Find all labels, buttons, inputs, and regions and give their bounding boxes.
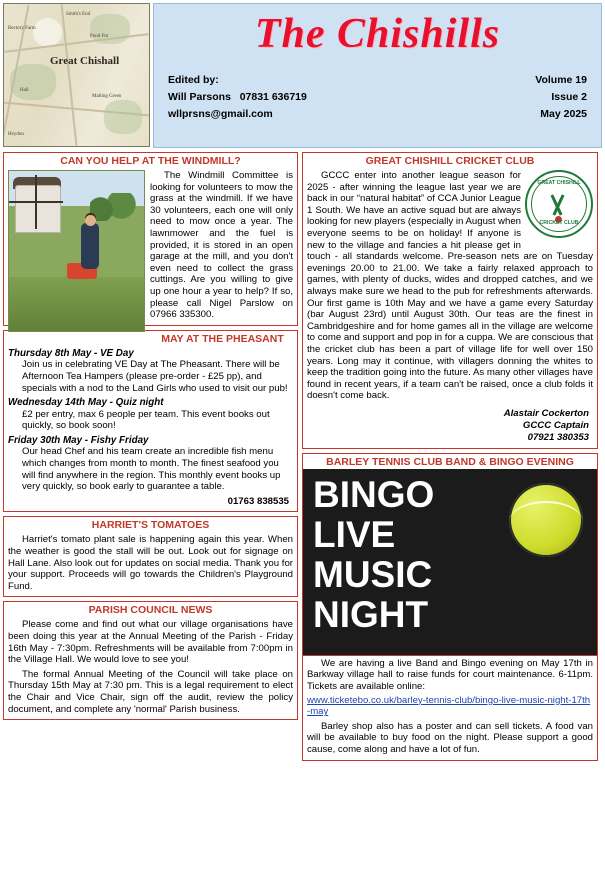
windmill-body: The Windmill Committee is looking for volunteers to mow the grass at the windmill. If we have 30 volunteers, each one will only need to mow once a year. The lawnmower and the fuel is provided, it is stored in an open garage at the mill, and you don't even need to collect the grass cuttings. Are you willing to give up one hour a year to help? If so, please call Nigel Parslow on 07966 335300. <box>150 170 293 321</box>
cricket-club-crest-icon <box>525 170 593 238</box>
parish-paragraph: Please come and find out what our village organisations have been doing this year at the Annual Meeting of the Parish - Friday 16th May - 7:30pm. Refreshments will be available from 7:00pm in the Village Hall. We would love to see you! <box>8 619 293 666</box>
cricket-signature-phone: 07921 380353 <box>527 431 589 443</box>
bingo-article <box>302 453 598 761</box>
map-label: Malting Green <box>92 94 122 99</box>
editor-block <box>168 72 307 123</box>
parish-paragraph: The formal Annual Meeting of the Council will take place on Thursday 15th May at 7:30 pm. This is a legal requirement to elect the Chair and Vice Chair, sign off the audit, review the policy document, and complete any 'normal' Parish business. <box>8 668 293 715</box>
tomatoes-heading: HARRIET'S TOMATOES <box>91 519 210 532</box>
page-title: The Chishills <box>254 11 501 57</box>
pheasant-event-date: Friday 30th May - Fishy Friday <box>8 434 149 446</box>
volume-label: Volume 19 <box>535 74 587 86</box>
cricket-article <box>302 152 598 449</box>
edited-by-label: Edited by: <box>168 74 219 86</box>
pheasant-event-text: £2 per entry, max 6 people per team. This event books out quickly, so book soon! <box>22 408 270 432</box>
editor-email[interactable]: wllprsns@gmail.com <box>168 108 273 120</box>
poster-line: MUSIC <box>313 553 433 595</box>
pheasant-event-date: Wednesday 14th May - Quiz night <box>8 397 164 409</box>
bingo-poster-image <box>303 469 597 656</box>
editor-name: Will Parsons <box>168 91 231 103</box>
map-village-name: Great Chishall <box>50 55 120 67</box>
pheasant-event-text: Our head Chef and his team create an incredible fish menu which changes from month to month. The finest seafood you will find anywhere in the region. This monthly event books up very quickly, so book early to guarantee a table. <box>22 446 281 493</box>
bingo-heading: BARLEY TENNIS CLUB BAND & BINGO EVENING <box>326 455 574 468</box>
pheasant-phone: 01763 838535 <box>227 495 289 507</box>
pheasant-event-date: Thursday 8th May - VE Day <box>8 347 134 359</box>
parish-heading: PARISH COUNCIL NEWS <box>88 604 213 617</box>
content-columns <box>3 152 602 765</box>
bingo-body-1: We are having a live Band and Bingo evening on May 17th in Barkway village hall to raise funds for court maintenance. 6-11pm. Tickets are available online: <box>307 657 593 693</box>
right-column <box>302 152 598 765</box>
poster-line: NIGHT <box>313 593 429 635</box>
windmill-heading: CAN YOU HELP AT THE WINDMILL? <box>60 155 241 167</box>
poster-line: LIVE <box>313 513 396 555</box>
map-label: Pond Fm <box>90 34 109 39</box>
map-label: Hall <box>20 88 29 93</box>
editor-phone: 07831 636719 <box>239 91 307 103</box>
newsletter-page <box>0 3 605 880</box>
pheasant-heading: MAY AT THE PHEASANT <box>161 332 284 345</box>
cricket-signature-name: Alastair Cockerton <box>503 407 589 419</box>
cricket-signature-role: GCCC Captain <box>522 419 589 431</box>
crest-bottom-text: CRICKET CLUB <box>539 220 579 227</box>
editor-name-phone <box>168 89 307 106</box>
pheasant-event-text: Join us in celebrating VE Day at The Pheasant. There will be Afternoon Tea Hampers (please pre-order - £25 pp), and specials with a nod to the Land Girls who used to visit our pub! <box>22 359 288 394</box>
windmill-photo <box>8 170 145 332</box>
masthead <box>3 3 602 148</box>
parish-article <box>3 601 298 720</box>
map-label: Rectory Farm <box>8 26 36 31</box>
map-label: Heydon <box>8 132 24 137</box>
windmill-article <box>3 152 298 326</box>
tomatoes-body: Harriet's tomato plant sale is happening again this year. When the weather is good the stall will be out. Look out for signage on Hall Lane. Also look out for updates on social media. Thank you for your support. Proceeds will go towards the Children's Playground Fund. <box>8 534 293 592</box>
map-label: Smith's End <box>66 12 91 17</box>
poster-line: BINGO <box>313 473 435 515</box>
cricket-heading: GREAT CHISHILL CRICKET CLUB <box>365 155 535 167</box>
crest-top-text: GREAT CHISHILL <box>537 180 581 186</box>
masthead-banner <box>153 3 602 148</box>
bingo-body-2: Barley shop also has a poster and can sell tickets. A food van will be available to buy food on the night. Please support a good cause, come along and have a lot of fun. <box>307 720 593 756</box>
village-map-image <box>3 3 150 147</box>
cricket-body: GCCC enter into another league season for 2025 - after winning the league last year we are back in our “natural habitat” of CCA Junior League 1 South. We have an active squad but are always looking for new players (especially in August when everyone seems to be on holiday! If anyone is new to the village and fancies a hit please get in touch - all standards welcome. Pre-season nets are on Tuesday evenings 20.00 to 21.00. We take a fairly relaxed approach to games, with plenty of ducks, wides and dropped catches, and we always make sure we head to the pub for refreshments afterwards. Our first game is 10th May and we have a game every Saturday (bar August 23rd) until August 30th. Our teas are the finest in Cambridgeshire and for home games all in the village are welcome to come and support and pop in for a cuppa. We are conscious that the cricket club has been a part of village life for well over 150 years. Long may it continue, with villagers donning the whites to keep the tradition going into the future. As many other villages have found in recent years, if a team can't be raised, once a club folds it doesn't come back. <box>307 170 593 402</box>
pheasant-article <box>3 330 298 513</box>
left-column <box>3 152 298 765</box>
bingo-ticket-link[interactable]: www.ticketebo.co.uk/barley-tennis-club/bingo-live-music-night-17th-may <box>307 694 591 718</box>
tomatoes-article <box>3 516 298 597</box>
issue-label: Issue 2 <box>551 91 587 103</box>
issue-block <box>535 72 587 123</box>
issue-date: May 2025 <box>540 108 587 120</box>
